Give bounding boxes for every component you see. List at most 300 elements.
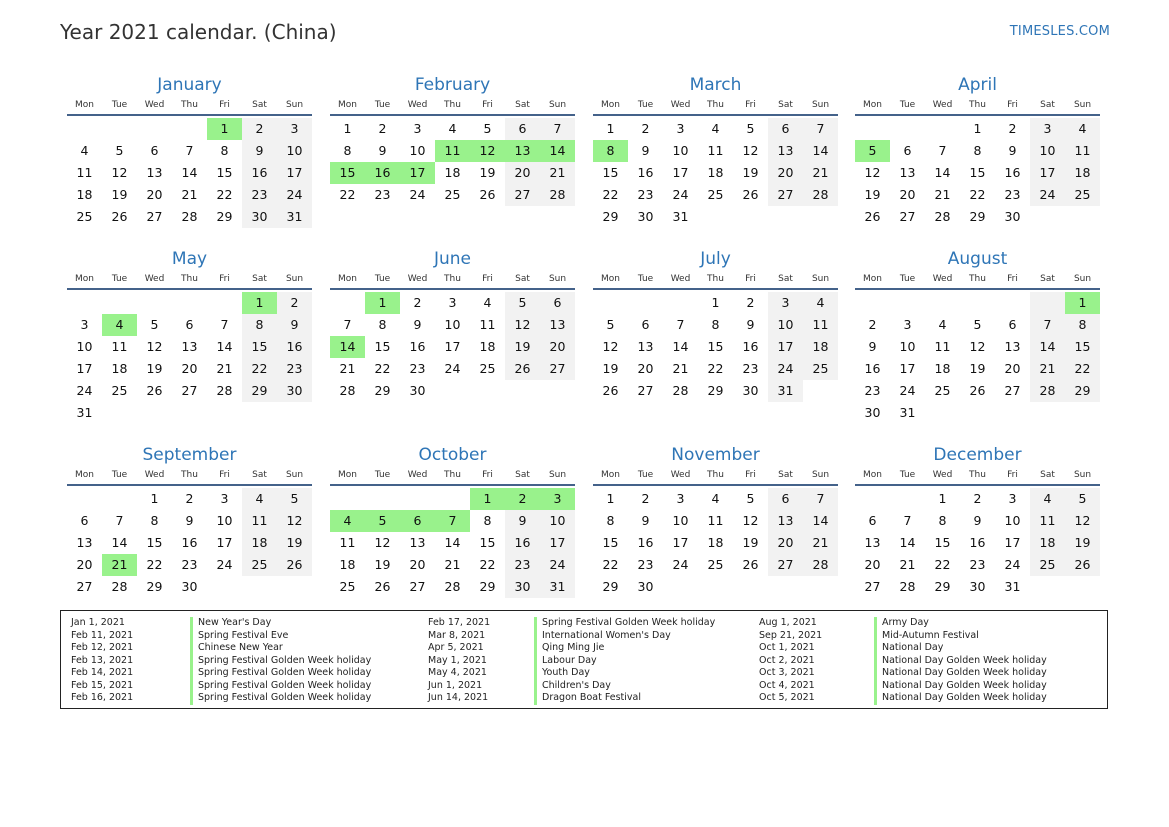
day-cell[interactable]: 20 [899,187,916,202]
day-cell[interactable]: 23 [242,184,277,206]
day-cell[interactable]: 28 [216,383,233,398]
day-cell[interactable]: 23 [637,187,654,202]
day-cell[interactable]: 24 [444,361,461,376]
day-cell[interactable]: 10 [76,339,93,354]
day-cell[interactable]: 14 [803,140,838,162]
day-cell[interactable]: 11 [339,535,356,550]
day-cell[interactable]: 28 [672,383,689,398]
day-cell[interactable]: 19 [277,532,312,554]
day-cell[interactable]: 22 [1065,358,1100,380]
day-cell[interactable]: 7 [903,513,912,528]
day-cell[interactable]: 16 [742,339,759,354]
day-cell[interactable]: 12 [277,510,312,532]
day-cell[interactable]: 7 [185,143,194,158]
day-cell[interactable]: 18 [242,532,277,554]
day-cell[interactable]: 5 [150,317,159,332]
day-cell[interactable]: 30 [505,576,540,598]
day-cell[interactable]: 23 [742,361,759,376]
day-cell[interactable]: 12 [742,513,759,528]
day-cell[interactable]: 10 [899,339,916,354]
day-cell[interactable]: 10 [672,513,689,528]
day-cell[interactable]: 30 [864,405,881,420]
day-cell[interactable]: 16 [409,339,426,354]
day-cell[interactable]: 29 [707,383,724,398]
day-cell[interactable]: 4 [1030,488,1065,510]
day-cell[interactable]: 17 [76,361,93,376]
day-cell[interactable]: 17 [1004,535,1021,550]
day-cell[interactable]: 10 [1030,140,1065,162]
day-cell[interactable]: 29 [934,579,951,594]
day-cell[interactable]: 7 [540,118,575,140]
day-cell[interactable]: 3 [768,292,803,314]
holiday-day-cell[interactable]: 5 [855,140,890,162]
day-cell[interactable]: 14 [1030,336,1065,358]
day-cell[interactable]: 30 [242,206,277,228]
day-cell[interactable]: 17 [768,336,803,358]
day-cell[interactable]: 16 [1004,165,1021,180]
day-cell[interactable]: 10 [1004,513,1021,528]
day-cell[interactable]: 2 [973,491,982,506]
day-cell[interactable]: 13 [899,165,916,180]
day-cell[interactable]: 8 [938,513,947,528]
day-cell[interactable]: 9 [242,140,277,162]
day-cell[interactable]: 10 [444,317,461,332]
day-cell[interactable]: 25 [242,554,277,576]
day-cell[interactable]: 19 [742,535,759,550]
day-cell[interactable]: 28 [934,209,951,224]
day-cell[interactable]: 28 [1030,380,1065,402]
day-cell[interactable]: 26 [374,579,391,594]
day-cell[interactable]: 6 [868,513,877,528]
day-cell[interactable]: 9 [973,513,982,528]
day-cell[interactable]: 22 [602,187,619,202]
holiday-day-cell[interactable]: 1 [1065,292,1100,314]
day-cell[interactable]: 13 [637,339,654,354]
day-cell[interactable]: 4 [242,488,277,510]
day-cell[interactable]: 14 [181,165,198,180]
day-cell[interactable]: 8 [378,317,387,332]
day-cell[interactable]: 31 [1004,579,1021,594]
day-cell[interactable]: 19 [505,336,540,358]
day-cell[interactable]: 30 [277,380,312,402]
day-cell[interactable]: 22 [146,557,163,572]
day-cell[interactable]: 19 [969,361,986,376]
day-cell[interactable]: 3 [903,317,912,332]
day-cell[interactable]: 24 [409,187,426,202]
day-cell[interactable]: 25 [707,557,724,572]
day-cell[interactable]: 7 [938,143,947,158]
day-cell[interactable]: 15 [707,339,724,354]
day-cell[interactable]: 11 [1030,510,1065,532]
day-cell[interactable]: 6 [768,488,803,510]
day-cell[interactable]: 5 [1065,488,1100,510]
day-cell[interactable]: 15 [1065,336,1100,358]
day-cell[interactable]: 16 [637,165,654,180]
day-cell[interactable]: 1 [973,121,982,136]
holiday-day-cell[interactable]: 12 [470,140,505,162]
day-cell[interactable]: 6 [80,513,89,528]
day-cell[interactable]: 10 [540,510,575,532]
day-cell[interactable]: 1 [606,491,615,506]
day-cell[interactable]: 27 [768,184,803,206]
day-cell[interactable]: 15 [969,165,986,180]
day-cell[interactable]: 17 [1030,162,1065,184]
day-cell[interactable]: 20 [864,557,881,572]
day-cell[interactable]: 25 [934,383,951,398]
day-cell[interactable]: 9 [505,510,540,532]
day-cell[interactable]: 2 [378,121,387,136]
day-cell[interactable]: 6 [903,143,912,158]
day-cell[interactable]: 20 [1004,361,1021,376]
day-cell[interactable]: 11 [76,165,93,180]
day-cell[interactable]: 8 [150,513,159,528]
day-cell[interactable]: 15 [602,535,619,550]
day-cell[interactable]: 9 [1008,143,1017,158]
day-cell[interactable]: 24 [672,187,689,202]
day-cell[interactable]: 24 [216,557,233,572]
day-cell[interactable]: 18 [1065,162,1100,184]
day-cell[interactable]: 8 [1065,314,1100,336]
day-cell[interactable]: 3 [1008,491,1017,506]
day-cell[interactable]: 17 [540,532,575,554]
day-cell[interactable]: 9 [746,317,755,332]
holiday-day-cell[interactable]: 16 [365,162,400,184]
day-cell[interactable]: 2 [641,121,650,136]
day-cell[interactable]: 12 [374,535,391,550]
day-cell[interactable]: 18 [339,557,356,572]
day-cell[interactable]: 12 [969,339,986,354]
day-cell[interactable]: 25 [803,358,838,380]
day-cell[interactable]: 3 [676,121,685,136]
day-cell[interactable]: 15 [242,336,277,358]
day-cell[interactable]: 5 [115,143,124,158]
day-cell[interactable]: 12 [146,339,163,354]
day-cell[interactable]: 11 [1065,140,1100,162]
holiday-day-cell[interactable]: 8 [593,140,628,162]
day-cell[interactable]: 6 [185,317,194,332]
day-cell[interactable]: 28 [339,383,356,398]
day-cell[interactable]: 29 [479,579,496,594]
day-cell[interactable]: 31 [277,206,312,228]
day-cell[interactable]: 9 [641,513,650,528]
day-cell[interactable]: 23 [277,358,312,380]
day-cell[interactable]: 20 [76,557,93,572]
day-cell[interactable]: 12 [505,314,540,336]
day-cell[interactable]: 5 [746,491,755,506]
day-cell[interactable]: 8 [343,143,352,158]
day-cell[interactable]: 17 [672,535,689,550]
day-cell[interactable]: 19 [742,165,759,180]
day-cell[interactable]: 2 [413,295,422,310]
day-cell[interactable]: 16 [864,361,881,376]
day-cell[interactable]: 23 [637,557,654,572]
day-cell[interactable]: 12 [1065,510,1100,532]
day-cell[interactable]: 20 [540,336,575,358]
day-cell[interactable]: 23 [505,554,540,576]
day-cell[interactable]: 28 [803,554,838,576]
day-cell[interactable]: 3 [1030,118,1065,140]
day-cell[interactable]: 31 [899,405,916,420]
day-cell[interactable]: 20 [637,361,654,376]
day-cell[interactable]: 18 [444,165,461,180]
holiday-day-cell[interactable]: 14 [540,140,575,162]
day-cell[interactable]: 25 [707,187,724,202]
holiday-day-cell[interactable]: 4 [330,510,365,532]
day-cell[interactable]: 24 [540,554,575,576]
day-cell[interactable]: 30 [969,579,986,594]
holiday-day-cell[interactable]: 1 [470,488,505,510]
day-cell[interactable]: 21 [1030,358,1065,380]
site-link[interactable]: TIMESLES.COM [1009,24,1110,39]
day-cell[interactable]: 5 [606,317,615,332]
day-cell[interactable]: 18 [111,361,128,376]
day-cell[interactable]: 22 [969,187,986,202]
day-cell[interactable]: 14 [672,339,689,354]
day-cell[interactable]: 11 [803,314,838,336]
day-cell[interactable]: 23 [1004,187,1021,202]
day-cell[interactable]: 11 [111,339,128,354]
holiday-day-cell[interactable]: 2 [505,488,540,510]
day-cell[interactable]: 29 [216,209,233,224]
day-cell[interactable]: 7 [803,118,838,140]
day-cell[interactable]: 31 [672,209,689,224]
day-cell[interactable]: 1 [711,295,720,310]
day-cell[interactable]: 18 [76,187,93,202]
day-cell[interactable]: 16 [969,535,986,550]
day-cell[interactable]: 23 [409,361,426,376]
day-cell[interactable]: 26 [505,358,540,380]
day-cell[interactable]: 17 [277,162,312,184]
day-cell[interactable]: 24 [672,557,689,572]
day-cell[interactable]: 27 [409,579,426,594]
day-cell[interactable]: 18 [803,336,838,358]
day-cell[interactable]: 26 [864,209,881,224]
day-cell[interactable]: 20 [768,162,803,184]
day-cell[interactable]: 20 [505,162,540,184]
day-cell[interactable]: 6 [540,292,575,314]
day-cell[interactable]: 28 [540,184,575,206]
day-cell[interactable]: 27 [146,209,163,224]
day-cell[interactable]: 7 [676,317,685,332]
holiday-day-cell[interactable]: 1 [207,118,242,140]
day-cell[interactable]: 13 [768,510,803,532]
day-cell[interactable]: 6 [1008,317,1017,332]
day-cell[interactable]: 26 [277,554,312,576]
holiday-day-cell[interactable]: 7 [435,510,470,532]
day-cell[interactable]: 9 [277,314,312,336]
day-cell[interactable]: 5 [746,121,755,136]
day-cell[interactable]: 14 [444,535,461,550]
day-cell[interactable]: 21 [899,557,916,572]
day-cell[interactable]: 4 [80,143,89,158]
day-cell[interactable]: 24 [277,184,312,206]
day-cell[interactable]: 8 [973,143,982,158]
day-cell[interactable]: 16 [637,535,654,550]
day-cell[interactable]: 27 [505,184,540,206]
day-cell[interactable]: 26 [742,557,759,572]
day-cell[interactable]: 19 [602,361,619,376]
day-cell[interactable]: 25 [339,579,356,594]
day-cell[interactable]: 30 [1004,209,1021,224]
day-cell[interactable]: 28 [111,579,128,594]
day-cell[interactable]: 7 [1030,314,1065,336]
day-cell[interactable]: 16 [181,535,198,550]
day-cell[interactable]: 9 [868,339,877,354]
day-cell[interactable]: 22 [339,187,356,202]
day-cell[interactable]: 14 [899,535,916,550]
day-cell[interactable]: 21 [672,361,689,376]
day-cell[interactable]: 11 [934,339,951,354]
day-cell[interactable]: 24 [1030,184,1065,206]
day-cell[interactable]: 30 [637,579,654,594]
day-cell[interactable]: 27 [768,554,803,576]
day-cell[interactable]: 14 [934,165,951,180]
day-cell[interactable]: 3 [80,317,89,332]
day-cell[interactable]: 26 [479,187,496,202]
day-cell[interactable]: 31 [768,380,803,402]
day-cell[interactable]: 10 [277,140,312,162]
day-cell[interactable]: 25 [76,209,93,224]
day-cell[interactable]: 1 [938,491,947,506]
day-cell[interactable]: 30 [742,383,759,398]
day-cell[interactable]: 19 [146,361,163,376]
day-cell[interactable]: 19 [479,165,496,180]
day-cell[interactable]: 19 [1065,532,1100,554]
day-cell[interactable]: 21 [216,361,233,376]
day-cell[interactable]: 23 [969,557,986,572]
day-cell[interactable]: 26 [742,187,759,202]
day-cell[interactable]: 29 [969,209,986,224]
day-cell[interactable]: 12 [864,165,881,180]
day-cell[interactable]: 26 [969,383,986,398]
day-cell[interactable]: 27 [637,383,654,398]
day-cell[interactable]: 25 [1030,554,1065,576]
day-cell[interactable]: 24 [1004,557,1021,572]
day-cell[interactable]: 26 [111,209,128,224]
day-cell[interactable]: 18 [479,339,496,354]
day-cell[interactable]: 4 [448,121,457,136]
day-cell[interactable]: 6 [150,143,159,158]
day-cell[interactable]: 30 [409,383,426,398]
day-cell[interactable]: 27 [540,358,575,380]
day-cell[interactable]: 2 [641,491,650,506]
day-cell[interactable]: 20 [768,532,803,554]
day-cell[interactable]: 20 [409,557,426,572]
day-cell[interactable]: 22 [242,358,277,380]
day-cell[interactable]: 10 [672,143,689,158]
day-cell[interactable]: 1 [606,121,615,136]
day-cell[interactable]: 22 [479,557,496,572]
day-cell[interactable]: 16 [277,336,312,358]
day-cell[interactable]: 14 [803,510,838,532]
day-cell[interactable]: 20 [146,187,163,202]
day-cell[interactable]: 16 [505,532,540,554]
holiday-day-cell[interactable]: 15 [330,162,365,184]
day-cell[interactable]: 30 [181,579,198,594]
day-cell[interactable]: 28 [444,579,461,594]
day-cell[interactable]: 15 [146,535,163,550]
day-cell[interactable]: 22 [602,557,619,572]
day-cell[interactable]: 18 [1030,532,1065,554]
holiday-day-cell[interactable]: 1 [365,292,400,314]
day-cell[interactable]: 5 [973,317,982,332]
holiday-day-cell[interactable]: 21 [102,554,137,576]
day-cell[interactable]: 17 [899,361,916,376]
holiday-day-cell[interactable]: 13 [505,140,540,162]
day-cell[interactable]: 5 [505,292,540,314]
day-cell[interactable]: 29 [146,579,163,594]
holiday-day-cell[interactable]: 5 [365,510,400,532]
day-cell[interactable]: 27 [864,579,881,594]
day-cell[interactable]: 21 [540,162,575,184]
day-cell[interactable]: 19 [374,557,391,572]
day-cell[interactable]: 12 [742,143,759,158]
day-cell[interactable]: 29 [602,209,619,224]
day-cell[interactable]: 28 [803,184,838,206]
day-cell[interactable]: 3 [448,295,457,310]
day-cell[interactable]: 8 [220,143,229,158]
day-cell[interactable]: 28 [181,209,198,224]
day-cell[interactable]: 17 [216,535,233,550]
day-cell[interactable]: 7 [803,488,838,510]
holiday-day-cell[interactable]: 1 [242,292,277,314]
day-cell[interactable]: 25 [479,361,496,376]
day-cell[interactable]: 2 [1008,121,1017,136]
day-cell[interactable]: 26 [1065,554,1100,576]
day-cell[interactable]: 31 [76,405,93,420]
day-cell[interactable]: 28 [899,579,916,594]
day-cell[interactable]: 15 [216,165,233,180]
day-cell[interactable]: 15 [602,165,619,180]
day-cell[interactable]: 20 [181,361,198,376]
day-cell[interactable]: 29 [374,383,391,398]
day-cell[interactable]: 21 [181,187,198,202]
day-cell[interactable]: 24 [768,358,803,380]
day-cell[interactable]: 14 [216,339,233,354]
day-cell[interactable]: 11 [707,143,724,158]
day-cell[interactable]: 12 [602,339,619,354]
day-cell[interactable]: 1 [150,491,159,506]
day-cell[interactable]: 24 [76,383,93,398]
holiday-day-cell[interactable]: 3 [540,488,575,510]
day-cell[interactable]: 22 [707,361,724,376]
day-cell[interactable]: 15 [934,535,951,550]
day-cell[interactable]: 17 [444,339,461,354]
day-cell[interactable]: 11 [707,513,724,528]
day-cell[interactable]: 2 [746,295,755,310]
day-cell[interactable]: 3 [220,491,229,506]
day-cell[interactable]: 16 [242,162,277,184]
day-cell[interactable]: 25 [111,383,128,398]
day-cell[interactable]: 7 [343,317,352,332]
day-cell[interactable]: 29 [242,380,277,402]
day-cell[interactable]: 31 [540,576,575,598]
day-cell[interactable]: 13 [540,314,575,336]
holiday-day-cell[interactable]: 17 [400,162,435,184]
holiday-day-cell[interactable]: 4 [102,314,137,336]
day-cell[interactable]: 2 [277,292,312,314]
day-cell[interactable]: 19 [111,187,128,202]
day-cell[interactable]: 17 [672,165,689,180]
day-cell[interactable]: 2 [868,317,877,332]
day-cell[interactable]: 1 [343,121,352,136]
day-cell[interactable]: 24 [899,383,916,398]
day-cell[interactable]: 8 [711,317,720,332]
day-cell[interactable]: 15 [479,535,496,550]
day-cell[interactable]: 6 [505,118,540,140]
day-cell[interactable]: 10 [216,513,233,528]
day-cell[interactable]: 29 [1065,380,1100,402]
